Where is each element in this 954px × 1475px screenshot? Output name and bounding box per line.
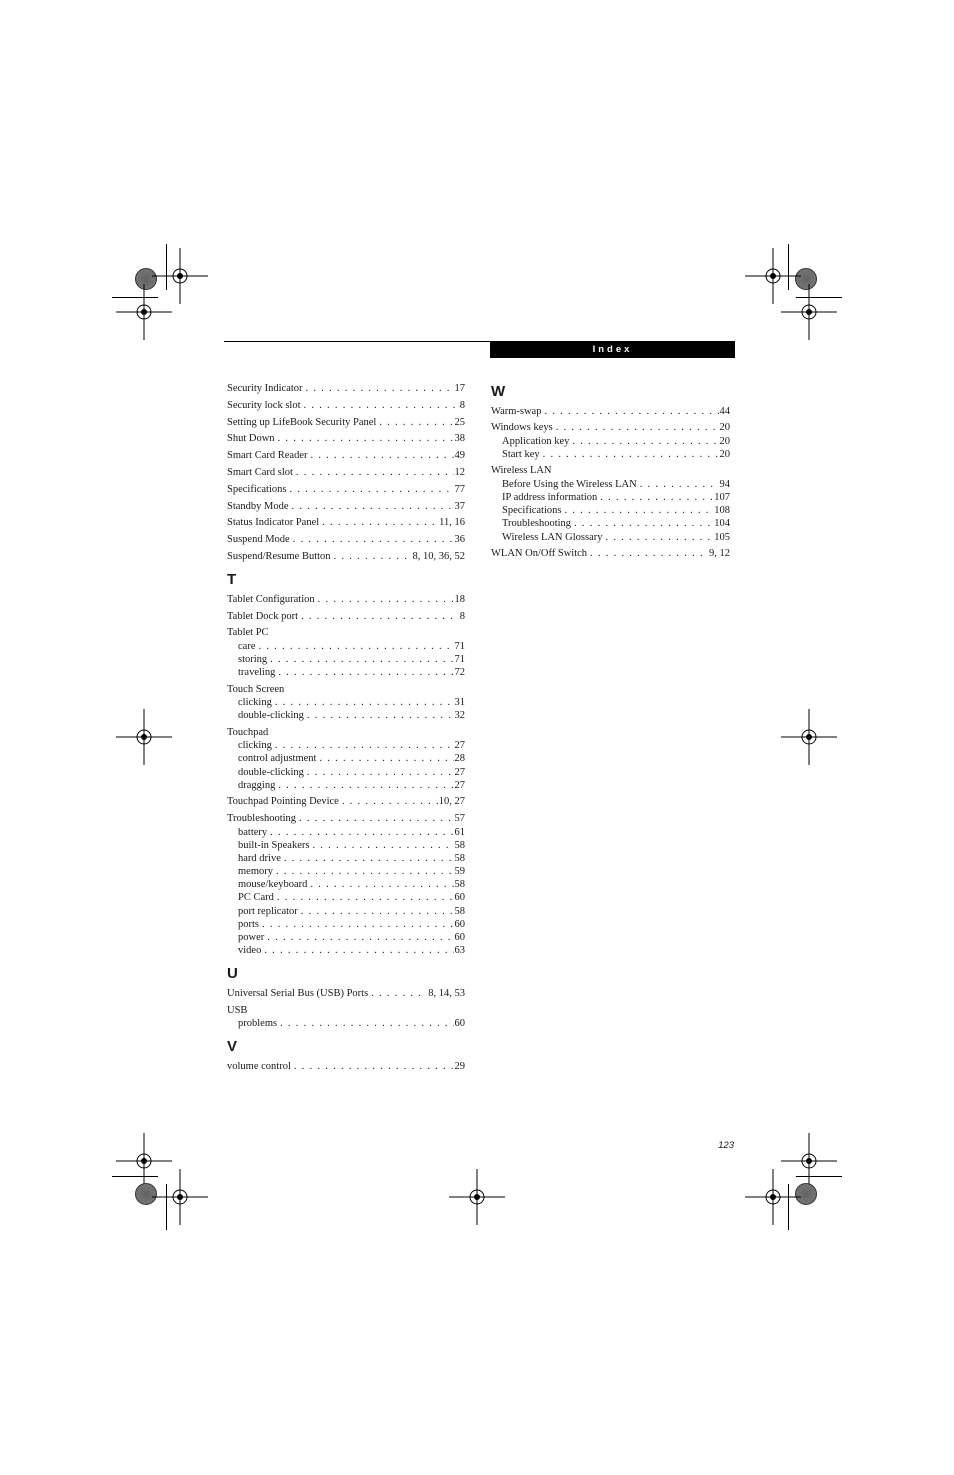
running-header: Index: [490, 341, 735, 358]
index-column-left: [227, 382, 465, 1073]
crop-line: [166, 244, 167, 290]
index-entry: [227, 683, 465, 723]
registration-mark-icon: [779, 707, 839, 767]
index-entry: [227, 500, 465, 513]
index-entry-row: [227, 795, 465, 808]
index-subentry-term: Start key: [502, 448, 540, 460]
index-subentry-row: [238, 905, 465, 918]
index-subentry-row: [238, 709, 465, 722]
index-column-right: [491, 382, 730, 561]
crop-line: [796, 1176, 842, 1177]
index-entry-term: Tablet Configuration: [227, 593, 315, 605]
index-entry: [227, 987, 465, 1000]
index-entry-term: volume control: [227, 1060, 291, 1072]
dot-leader: [564, 504, 713, 517]
dot-leader: [289, 483, 453, 496]
index-subentry-pages: 32: [454, 710, 465, 722]
index-entry: [227, 593, 465, 606]
index-entry-row: [227, 726, 465, 739]
dot-leader: [275, 696, 454, 709]
index-entry-term: WLAN On/Off Switch: [491, 548, 588, 560]
dot-leader: [276, 865, 454, 878]
index-entry-pages: 8: [459, 610, 465, 622]
index-entry-pages: 8, 14, 53: [428, 987, 465, 999]
index-subentry-row: [238, 852, 465, 865]
dot-leader: [310, 878, 453, 891]
crop-line: [166, 1184, 167, 1230]
index-entry: [227, 1004, 465, 1030]
index-subentry-row: [238, 826, 465, 839]
index-entry-pages: 12: [454, 466, 465, 478]
index-subentries: [227, 826, 465, 958]
index-entry: [227, 626, 465, 679]
index-entry-pages: 38: [454, 433, 465, 445]
index-subentry-term: care: [238, 640, 256, 652]
registration-mark-icon: [779, 282, 839, 342]
index-section: [227, 1037, 465, 1073]
dot-leader: [278, 666, 453, 679]
dot-leader: [277, 891, 454, 904]
index-entry-term: Security lock slot: [227, 399, 301, 411]
registration-mark-icon: [743, 1167, 803, 1227]
index-entry-row: [227, 626, 465, 639]
index-entry-term: Windows keys: [491, 422, 553, 434]
dot-leader: [307, 766, 454, 779]
index-subentry-term: video: [238, 945, 262, 957]
crop-line: [112, 1176, 158, 1177]
index-subentry-term: hard drive: [238, 852, 281, 864]
index-entry-pages: 37: [454, 500, 465, 512]
dot-leader: [258, 640, 453, 653]
index-entry-term: Wireless LAN: [491, 465, 552, 477]
index-entry-term: Status Indicator Panel: [227, 517, 320, 529]
index-subentry-term: Specifications: [502, 505, 562, 517]
section-letter-heading: V: [227, 1038, 238, 1056]
index-entry-row: [227, 987, 465, 1000]
header-rule: [224, 341, 490, 342]
index-entry-term: Tablet PC: [227, 627, 269, 639]
index-subentry-row: [238, 944, 465, 957]
crop-line: [796, 297, 842, 298]
index-subentry-pages: 72: [454, 667, 465, 679]
dot-leader: [270, 653, 453, 666]
index-section: [491, 382, 730, 561]
index-entry-pages: 44: [719, 405, 730, 417]
dot-leader: [307, 709, 454, 722]
index-subentry-term: clicking: [238, 697, 272, 709]
index-entry: [227, 795, 465, 808]
index-subentry-term: control adjustment: [238, 753, 317, 765]
index-entry: [227, 399, 465, 412]
index-subentry-term: problems: [238, 1018, 278, 1029]
index-subentry-pages: 105: [714, 531, 730, 543]
index-entry-pages: 11, 16: [439, 517, 465, 529]
index-entry: [227, 416, 465, 429]
dot-leader: [310, 449, 453, 462]
dot-leader: [296, 466, 454, 479]
index-entry-row: [227, 483, 465, 496]
dot-leader: [299, 812, 453, 825]
index-entry-term: Suspend/Resume Button: [227, 550, 331, 562]
index-entry-row: [227, 812, 465, 825]
dot-leader: [371, 987, 427, 1000]
index-subentry-term: power: [238, 932, 265, 944]
index-entry-row: [227, 416, 465, 429]
dot-leader: [640, 478, 719, 491]
index-subentry-row: [238, 752, 465, 765]
index-entry-term: Touchpad Pointing Device: [227, 796, 339, 808]
dot-leader: [342, 795, 438, 808]
index-entry: [227, 382, 465, 395]
index-subentries: [491, 435, 730, 461]
index-subentry-term: dragging: [238, 779, 276, 791]
index-subentry-row: [502, 448, 730, 461]
dot-leader: [318, 593, 454, 606]
index-subentry-pages: 27: [454, 766, 465, 778]
index-entry-row: [227, 610, 465, 623]
index-entry-pages: 20: [719, 422, 730, 434]
dot-leader: [294, 1060, 454, 1073]
index-entry-row: [227, 683, 465, 696]
index-entry-row: [491, 421, 730, 434]
index-subentry-row: [502, 478, 730, 491]
index-entry: [227, 449, 465, 462]
index-subentry-row: [238, 653, 465, 666]
index-subentry-row: [502, 491, 730, 504]
index-section: [227, 382, 465, 563]
index-subentry-row: [502, 435, 730, 448]
index-subentry-pages: 60: [454, 892, 465, 904]
dot-leader: [556, 421, 719, 434]
dot-leader: [264, 944, 453, 957]
index-entry: [227, 432, 465, 445]
dot-leader: [574, 517, 713, 530]
index-subentry-term: built-in Speakers: [238, 839, 310, 851]
index-subentry-row: [502, 531, 730, 544]
index-subentry-pages: 60: [454, 1018, 465, 1029]
page-number: 123: [718, 1140, 734, 1151]
index-subentry-row: [238, 779, 465, 792]
index-subentry-pages: 59: [454, 866, 465, 878]
index-entry-row: [227, 399, 465, 412]
index-entry-pages: 10, 27: [438, 796, 465, 808]
index-subentry-term: Wireless LAN Glossary: [502, 531, 603, 543]
registration-mark-icon: [447, 1167, 507, 1227]
index-entry: [227, 1060, 465, 1073]
dot-leader: [278, 432, 454, 445]
index-subentry-row: [238, 1017, 465, 1030]
index-subentry-pages: 20: [719, 448, 730, 460]
index-entry-pages: 49: [454, 450, 465, 462]
index-entry-term: Tablet Dock port: [227, 610, 298, 622]
index-subentry-row: [238, 640, 465, 653]
index-subentry-term: mouse/keyboard: [238, 879, 308, 891]
dot-leader: [292, 500, 454, 513]
index-subentry-pages: 107: [714, 491, 730, 503]
index-subentry-term: Application key: [502, 435, 570, 447]
section-letter-heading: U: [227, 965, 238, 983]
index-subentry-row: [238, 739, 465, 752]
index-section: [227, 964, 465, 1030]
dot-leader: [322, 516, 438, 529]
index-entry: [491, 547, 730, 560]
dot-leader: [304, 399, 459, 412]
index-subentry-row: [502, 504, 730, 517]
dot-leader: [306, 382, 454, 395]
dot-leader: [544, 405, 718, 418]
index-subentry-term: traveling: [238, 667, 276, 679]
index-subentry-pages: 94: [719, 478, 730, 490]
index-subentry-row: [238, 666, 465, 679]
index-subentry-pages: 71: [454, 653, 465, 665]
index-entry-pages: 77: [454, 483, 465, 495]
index-entry: [227, 610, 465, 623]
index-subentry-row: [238, 918, 465, 931]
index-subentry-pages: 27: [454, 740, 465, 752]
index-entry: [227, 483, 465, 496]
index-subentry-pages: 28: [454, 753, 465, 765]
index-entry-term: USB: [227, 1004, 248, 1016]
index-entry-row: [227, 1004, 465, 1017]
index-entry-pages: 8: [459, 399, 465, 411]
index-subentries: [227, 640, 465, 680]
index-entry-row: [227, 533, 465, 546]
index-entry-row: [491, 464, 730, 477]
index-entry: [227, 466, 465, 479]
dot-leader: [543, 448, 719, 461]
index-subentry-pages: 27: [454, 779, 465, 791]
index-entry-pages: 18: [454, 593, 465, 605]
index-entry-term: Shut Down: [227, 433, 275, 445]
dot-leader: [278, 779, 453, 792]
index-entry-row: [227, 593, 465, 606]
index-entry-term: Universal Serial Bus (USB) Ports: [227, 987, 369, 999]
index-entry-term: Troubleshooting: [227, 813, 297, 825]
index-subentry-row: [238, 839, 465, 852]
index-subentry-term: ports: [238, 918, 259, 930]
index-entry-pages: 29: [454, 1060, 465, 1072]
index-subentry-pages: 58: [454, 879, 465, 891]
dot-leader: [301, 610, 459, 623]
index-entry-term: Setting up LifeBook Security Panel: [227, 416, 377, 428]
index-entry: [227, 533, 465, 546]
index-subentry-pages: 71: [454, 640, 465, 652]
crop-line: [788, 1184, 789, 1230]
index-subentry-term: double-clicking: [238, 766, 304, 778]
index-subentry-pages: 58: [454, 839, 465, 851]
index-entry-row: [227, 466, 465, 479]
index-section: [227, 570, 465, 957]
index-subentry-pages: 61: [454, 826, 465, 838]
index-subentry-pages: 31: [454, 697, 465, 709]
index-subentry-row: [238, 931, 465, 944]
index-entry-row: [227, 382, 465, 395]
index-entry-row: [227, 550, 465, 563]
index-subentry-row: [238, 766, 465, 779]
index-entry-row: [491, 405, 730, 418]
dot-leader: [284, 852, 454, 865]
index-entry-pages: 9, 12: [709, 548, 730, 560]
index-subentries: [227, 739, 465, 792]
dot-leader: [293, 533, 454, 546]
dot-leader: [275, 739, 454, 752]
index-subentry-pages: 58: [454, 852, 465, 864]
index-subentry-pages: 60: [454, 918, 465, 930]
dot-leader: [267, 931, 453, 944]
index-entry-row: [227, 1060, 465, 1073]
index-entry-row: [491, 547, 730, 560]
index-entry: [227, 550, 465, 563]
index-subentry-pages: 60: [454, 932, 465, 944]
dot-leader: [572, 435, 718, 448]
index-subentry-row: [238, 878, 465, 891]
index-entry-row: [227, 432, 465, 445]
index-entry-term: Smart Card slot: [227, 466, 293, 478]
section-letter-heading: T: [227, 571, 237, 589]
index-entry-pages: 8, 10, 36, 52: [412, 550, 465, 562]
index-subentries: [227, 1017, 465, 1030]
index-subentry-row: [238, 891, 465, 904]
index-entry-pages: 36: [454, 534, 465, 546]
dot-leader: [280, 1017, 453, 1030]
index-entry-term: Specifications: [227, 483, 287, 495]
index-subentry-row: [238, 865, 465, 878]
dot-leader: [605, 531, 713, 544]
index-subentry-pages: 58: [454, 905, 465, 917]
index-subentry-term: double-clicking: [238, 710, 304, 722]
index-subentry-term: storing: [238, 653, 268, 665]
index-entry: [227, 726, 465, 792]
index-subentry-term: Troubleshooting: [502, 518, 572, 530]
dot-leader: [312, 839, 453, 852]
index-entry-pages: 17: [454, 383, 465, 394]
index-subentry-term: IP address information: [502, 491, 598, 503]
crop-line: [112, 297, 158, 298]
index-subentry-term: memory: [238, 866, 273, 878]
index-subentry-pages: 104: [714, 518, 730, 530]
dot-leader: [379, 416, 453, 429]
index-entry-row: [227, 500, 465, 513]
index-subentry-row: [502, 517, 730, 530]
index-entry-term: Standby Mode: [227, 500, 289, 512]
index-entry: [491, 405, 730, 418]
dot-leader: [590, 547, 708, 560]
index-subentry-row: [238, 696, 465, 709]
index-subentry-pages: 20: [719, 435, 730, 447]
index-entry-row: [227, 449, 465, 462]
index-entry-term: Smart Card Reader: [227, 450, 308, 462]
registration-mark-icon: [114, 282, 174, 342]
dot-leader: [334, 550, 412, 563]
dot-leader: [262, 918, 454, 931]
index-entry-term: Touch Screen: [227, 683, 285, 695]
dot-leader: [270, 826, 453, 839]
index-entry-term: Touchpad: [227, 726, 269, 738]
index-entry-term: Suspend Mode: [227, 534, 290, 546]
crop-line: [788, 244, 789, 290]
index-entry-pages: 25: [454, 416, 465, 428]
section-letter-heading: W: [491, 383, 506, 400]
dot-leader: [301, 905, 454, 918]
dot-leader: [600, 491, 713, 504]
index-subentries: [491, 478, 730, 544]
index-subentry-pages: 63: [454, 945, 465, 957]
registration-mark-icon: [150, 1167, 210, 1227]
registration-mark-icon: [114, 707, 174, 767]
index-subentry-pages: 108: [714, 505, 730, 517]
index-subentry-term: port replicator: [238, 905, 298, 917]
index-entry: [227, 516, 465, 529]
index-subentry-term: PC Card: [238, 892, 274, 904]
index-entry: [491, 464, 730, 543]
index-subentry-term: battery: [238, 826, 268, 838]
index-entry-term: Security Indicator: [227, 383, 303, 394]
dot-leader: [319, 752, 453, 765]
index-entry: [491, 421, 730, 461]
index-subentry-term: Before Using the Wireless LAN: [502, 478, 637, 490]
index-subentries: [227, 696, 465, 722]
index-subentry-term: clicking: [238, 740, 272, 752]
index-entry-term: Warm-swap: [491, 405, 542, 417]
index-entry-pages: 57: [454, 813, 465, 825]
index-entry: [227, 812, 465, 957]
index-entry-row: [227, 516, 465, 529]
